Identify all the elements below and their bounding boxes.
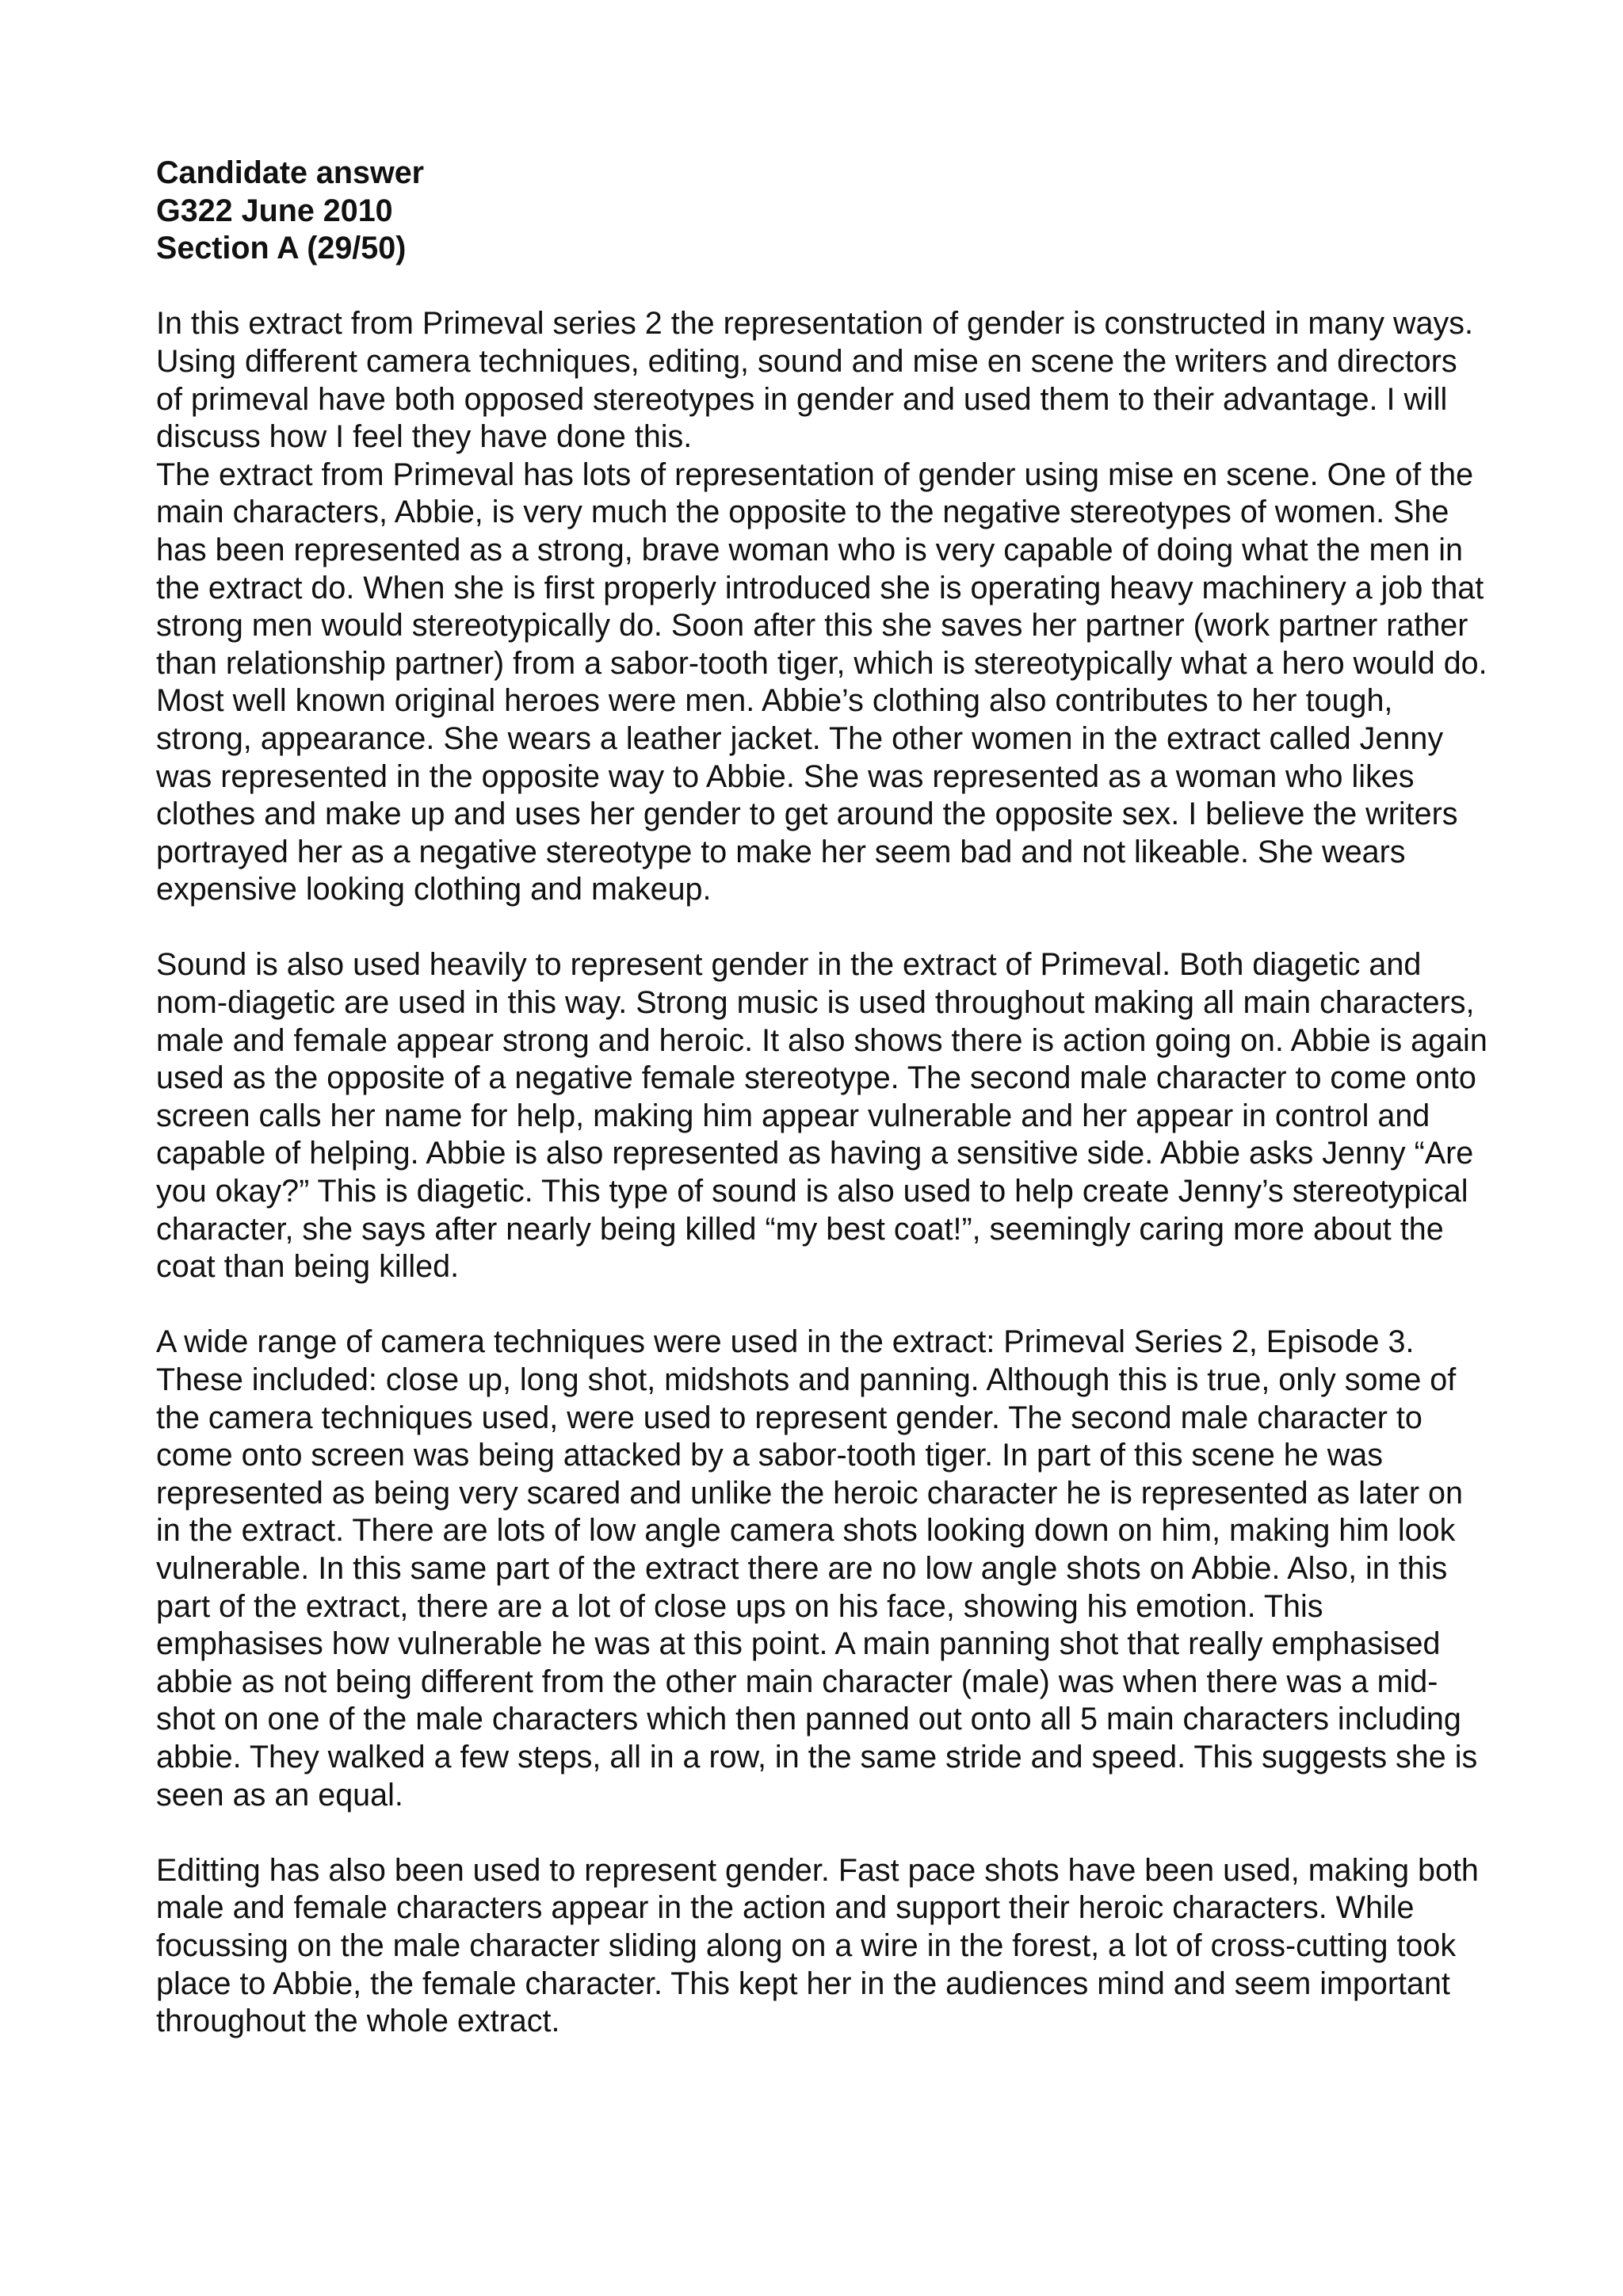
header-section-score: Section A (29/50) [156, 231, 407, 266]
document-page [156, 155, 1487, 2041]
header-title: Candidate answer [156, 155, 425, 190]
paragraph-sound: Sound is also used heavily to represent gender in the extract of Primeval. Both diagetic and nom-diagetic are used in this way. Strong music is used throughout making all main characters, male and female appear strong and heroic. It also shows there is action going on. Abbie is again used as the opposite of a negative female stereotype. The second male character to come onto screen calls her name for help, making him appear vulnerable and her appear in control and capable of helping. Abbie is also represented as having a sensitive side. Abbie asks Jenny “Are you okay?” This is diagetic. This type of sound is also used to help create Jenny’s stereotypical character, she says after nearly being killed “my best coat!”, seemingly caring more about the coat than being killed. [156, 947, 1487, 1285]
header-exam-code: G322 June 2010 [156, 193, 393, 228]
document-header [156, 155, 1487, 268]
paragraph-camera: A wide range of camera techniques were used in the extract: Primeval Series 2, Episode 3. These included: close up, long shot, midshots and panning. Although this is true, only some of the camera techniques used, were used to represent gender. The second male character to come onto screen was being attacked by a sabor-tooth tiger. In part of this scene he was represented as being very scared and unlike the heroic character he is represented as later on in the extract. There are lots of low angle camera shots looking down on him, making him look vulnerable. In this same part of the extract there are no low angle shots on Abbie. Also, in this part of the extract, there are a lot of close ups on his face, showing his emotion. This emphasises how vulnerable he was at this point. A main panning shot that really emphasised abbie as not being different from the other main character (male) was when there was a mid-shot on one of the male characters which then panned out onto all 5 main characters including abbie. They walked a few steps, all in a row, in the same stride and speed. This suggests she is seen as an equal. [156, 1324, 1478, 1813]
paragraph-editing: Editting has also been used to represent gender. Fast pace shots have been used, making both male and female characters appear in the action and support their heroic characters. While focussing on the male character sliding along on a wire in the forest, a lot of cross-cutting took place to Abbie, the female character. This kept her in the audiences mind and seem important throughout the whole extract. [156, 1852, 1479, 2039]
paragraph-mise-en-scene: The extract from Primeval has lots of representation of gender using mise en scene. One of the main characters, Abbie, is very much the opposite to the negative stereotypes of women. She has been represented as a strong, brave woman who is very capable of doing what the men in the extract do. When she is first properly introduced she is operating heavy machinery a job that strong men would stereotypically do. Soon after this she saves her partner (work partner rather than relationship partner) from a sabor-tooth tiger, which is stereotypically what a hero would do. Most well known original heroes were men. Abbie’s clothing also contributes to her tough, strong, appearance. She wears a leather jacket. The other women in the extract called Jenny was represented in the opposite way to Abbie. She was represented as a woman who likes clothes and make up and uses her gender to get around the opposite sex. I believe the writers portrayed her as a negative stereotype to make her seem bad and not likeable. She wears expensive looking clothing and makeup. [156, 457, 1487, 907]
paragraph-introduction: In this extract from Primeval series 2 the representation of gender is constructed in many ways. Using different camera techniques, editing, sound and mise en scene the writers and directors of primeval have both opposed stereotypes in gender and used them to their advantage. I will discuss how I feel they have done this. [156, 306, 1473, 455]
